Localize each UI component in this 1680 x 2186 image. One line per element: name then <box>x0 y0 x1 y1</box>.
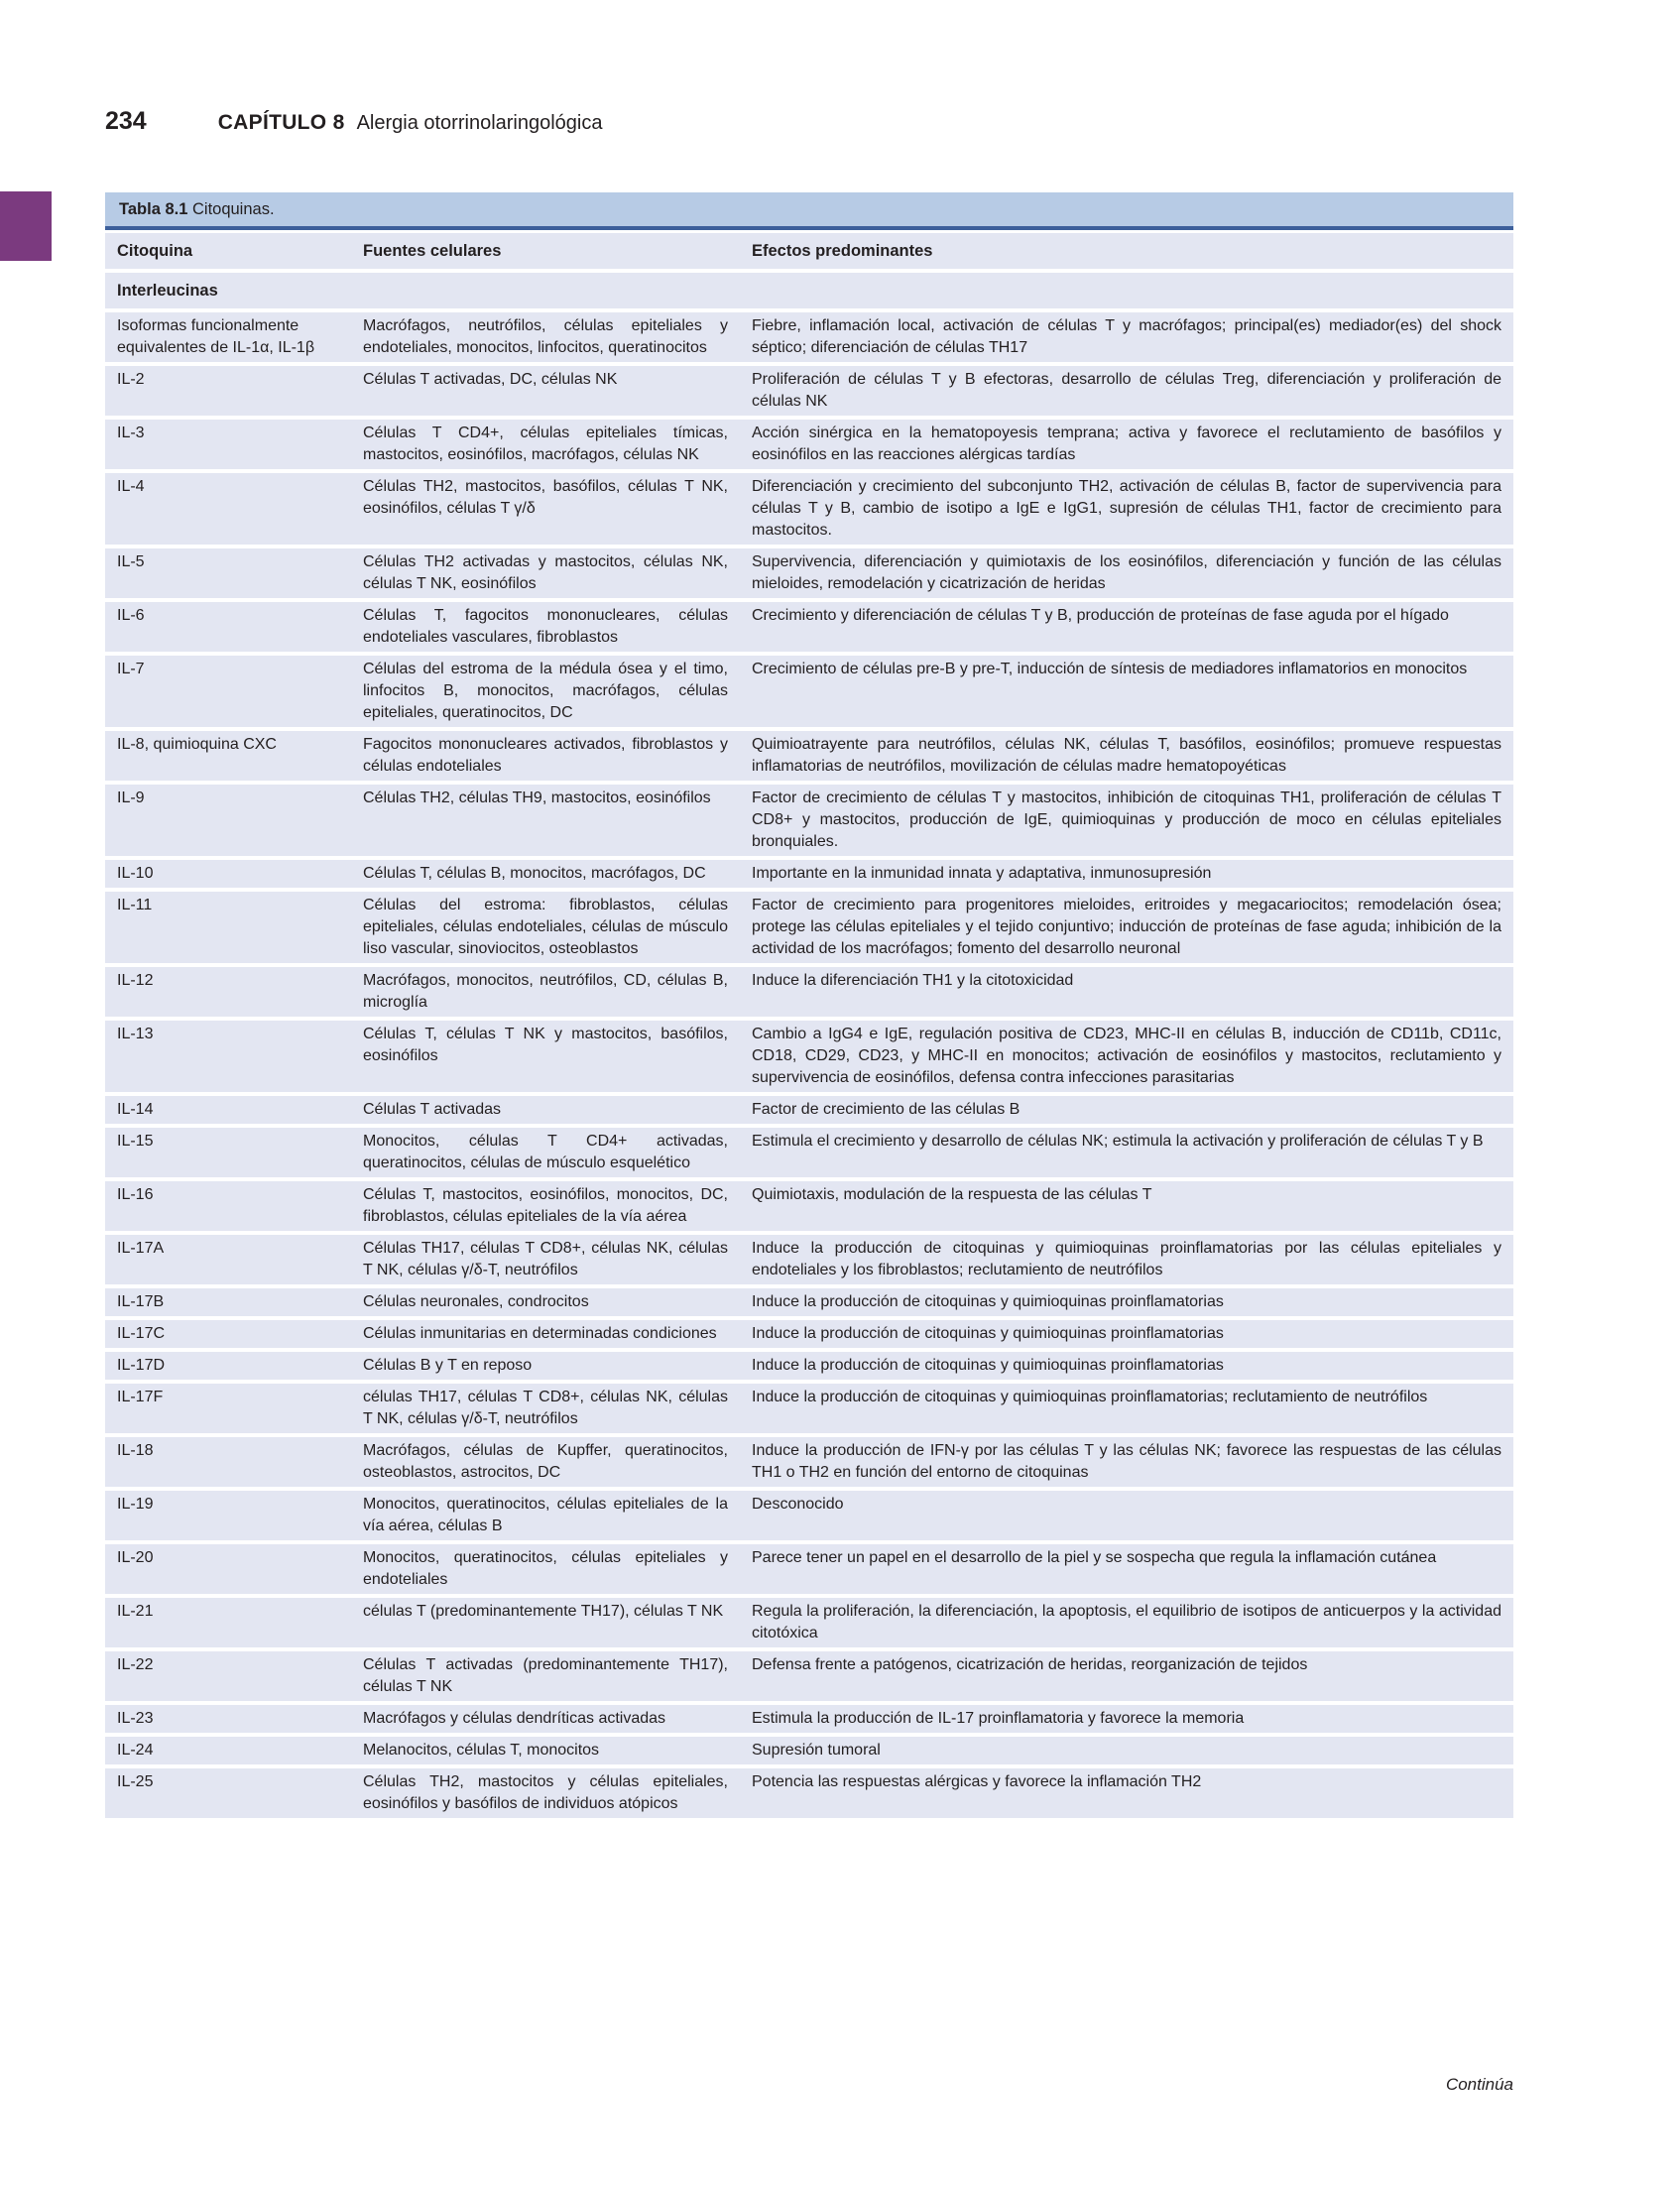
cytokine-table <box>105 192 1513 1822</box>
cell-cytokine: IL-7 <box>105 656 351 727</box>
cell-sources: Células del estroma: fibroblastos, células epiteliales, células endoteliales, células de músculo liso vascular, sinoviocitos, osteoblastos <box>351 892 740 963</box>
cell-cytokine: IL-3 <box>105 420 351 469</box>
cell-sources: células TH17, células T CD8+, células NK, células T NK, células γ/δ-T, neutrófilos <box>351 1384 740 1433</box>
table-row <box>105 785 1513 856</box>
cell-sources: Monocitos, células T CD4+ activadas, queratinocitos, células de músculo esquelético <box>351 1128 740 1177</box>
table-row <box>105 1651 1513 1701</box>
table-row <box>105 602 1513 652</box>
cell-effects: Factor de crecimiento de células T y mastocitos, inhibición de citoquinas TH1, proliferación de células T CD8+ y mastocitos, producción de IgE, quimioquinas y producción de moco en células epiteliales bronquiales. <box>740 785 1513 856</box>
cell-cytokine: IL-18 <box>105 1437 351 1487</box>
cell-sources: Células T activadas (predominantemente TH17), células T NK <box>351 1651 740 1701</box>
table-row <box>105 1437 1513 1487</box>
table-body <box>105 229 1513 1822</box>
table-row <box>105 473 1513 545</box>
cell-cytokine: IL-19 <box>105 1491 351 1540</box>
table-row <box>105 1288 1513 1316</box>
section-title: Interleucinas <box>105 273 1513 308</box>
table-row <box>105 860 1513 888</box>
table-row <box>105 1737 1513 1764</box>
cell-effects: Factor de crecimiento de las células B <box>740 1096 1513 1124</box>
cell-sources: Células TH2 activadas y mastocitos, células NK, células T NK, eosinófilos <box>351 548 740 598</box>
continues-label: Continúa <box>1445 2075 1513 2094</box>
cell-effects: Crecimiento y diferenciación de células T y B, producción de proteínas de fase aguda por el hígado <box>740 602 1513 652</box>
cell-cytokine: IL-24 <box>105 1737 351 1764</box>
table-header-row <box>105 233 1513 269</box>
table-row <box>105 892 1513 963</box>
table-row <box>105 1096 1513 1124</box>
column-header-sources: Fuentes celulares <box>351 233 740 269</box>
table-row <box>105 1544 1513 1594</box>
table-caption <box>105 192 1513 230</box>
table-row <box>105 656 1513 727</box>
cell-sources: Melanocitos, células T, monocitos <box>351 1737 740 1764</box>
cell-effects: Importante en la inmunidad innata y adaptativa, inmunosupresión <box>740 860 1513 888</box>
cell-effects: Cambio a IgG4 e IgE, regulación positiva de CD23, MHC-II en células B, inducción de CD11b, CD11c, CD18, CD29, CD23, y MHC-II en monocitos; activación de eosinófilos y mastocitos, reclutamiento y supervivencia de eosinófilos, defensa contra infecciones parasitarias <box>740 1021 1513 1092</box>
cell-cytokine: IL-9 <box>105 785 351 856</box>
column-header-cytokine: Citoquina <box>105 233 351 269</box>
cell-cytokine: IL-21 <box>105 1598 351 1647</box>
cell-cytokine: IL-8, quimioquina CXC <box>105 731 351 781</box>
cell-effects: Quimioatrayente para neutrófilos, células NK, células T, basófilos, eosinófilos; promueve respuestas inflamatorias de neutrófilos, movilización de células madre hematopoyéticas <box>740 731 1513 781</box>
table-row <box>105 1181 1513 1231</box>
cell-sources: Macrófagos, monocitos, neutrófilos, CD, células B, microglía <box>351 967 740 1017</box>
cell-sources: Células T, células T NK y mastocitos, basófilos, eosinófilos <box>351 1021 740 1092</box>
cell-sources: células T (predominantemente TH17), células T NK <box>351 1598 740 1647</box>
cell-cytokine: IL-13 <box>105 1021 351 1092</box>
cell-effects: Fiebre, inflamación local, activación de células T y macrófagos; principal(es) mediador(es) del shock séptico; diferenciación de células TH17 <box>740 312 1513 362</box>
table-row <box>105 1491 1513 1540</box>
cell-sources: Monocitos, queratinocitos, células epiteliales de la vía aérea, células B <box>351 1491 740 1540</box>
cell-cytokine: IL-17C <box>105 1320 351 1348</box>
cell-sources: Monocitos, queratinocitos, células epiteliales y endoteliales <box>351 1544 740 1594</box>
cell-cytokine: IL-14 <box>105 1096 351 1124</box>
table-row <box>105 366 1513 416</box>
cell-cytokine: IL-17F <box>105 1384 351 1433</box>
cell-cytokine: IL-20 <box>105 1544 351 1594</box>
cell-effects: Supervivencia, diferenciación y quimiotaxis de los eosinófilos, diferenciación y función de las células mieloides, remodelación y cicatrización de heridas <box>740 548 1513 598</box>
cell-sources: Macrófagos y células dendríticas activadas <box>351 1705 740 1733</box>
cell-effects: Induce la producción de citoquinas y quimioquinas proinflamatorias; reclutamiento de neutrófilos <box>740 1384 1513 1433</box>
cell-effects: Proliferación de células T y B efectoras, desarrollo de células Treg, diferenciación y proliferación de células NK <box>740 366 1513 416</box>
cell-cytokine: IL-10 <box>105 860 351 888</box>
table-row <box>105 1705 1513 1733</box>
table-row <box>105 1768 1513 1818</box>
cell-effects: Desconocido <box>740 1491 1513 1540</box>
cell-cytokine: IL-25 <box>105 1768 351 1818</box>
cell-effects: Estimula el crecimiento y desarrollo de células NK; estimula la activación y proliferación de células T y B <box>740 1128 1513 1177</box>
cell-sources: Células TH2, mastocitos y células epiteliales, eosinófilos y basófilos de individuos atópicos <box>351 1768 740 1818</box>
cell-effects: Induce la producción de citoquinas y quimioquinas proinflamatorias <box>740 1352 1513 1380</box>
cell-sources: Células del estroma de la médula ósea y el timo, linfocitos B, monocitos, macrófagos, células epiteliales, queratinocitos, DC <box>351 656 740 727</box>
table-row <box>105 967 1513 1017</box>
cell-sources: Células T, mastocitos, eosinófilos, monocitos, DC, fibroblastos, células epiteliales de la vía aérea <box>351 1181 740 1231</box>
running-head <box>105 107 602 136</box>
cell-sources: Macrófagos, células de Kupffer, queratinocitos, osteoblastos, astrocitos, DC <box>351 1437 740 1487</box>
cell-sources: Fagocitos mononucleares activados, fibroblastos y células endoteliales <box>351 731 740 781</box>
cell-sources: Células inmunitarias en determinadas condiciones <box>351 1320 740 1348</box>
table-row <box>105 1235 1513 1284</box>
cell-effects: Parece tener un papel en el desarrollo de la piel y se sospecha que regula la inflamación cutánea <box>740 1544 1513 1594</box>
cell-sources: Células TH2, células TH9, mastocitos, eosinófilos <box>351 785 740 856</box>
cell-effects: Potencia las respuestas alérgicas y favorece la inflamación TH2 <box>740 1768 1513 1818</box>
cell-effects: Acción sinérgica en la hematopoyesis temprana; activa y favorece el reclutamiento de basófilos y eosinófilos en las reacciones alérgicas tardías <box>740 420 1513 469</box>
cell-sources: Macrófagos, neutrófilos, células epiteliales y endoteliales, monocitos, linfocitos, queratinocitos <box>351 312 740 362</box>
cell-effects: Diferenciación y crecimiento del subconjunto TH2, activación de células B, factor de supervivencia para células T y B, cambio de isotipo a IgE e IgG1, supresión de células TH1, factor de crecimiento para mastocitos. <box>740 473 1513 545</box>
table-row <box>105 1384 1513 1433</box>
cell-effects: Factor de crecimiento para progenitores mieloides, eritroides y megacariocitos; remodelación ósea; protege las células epiteliales y el tejido conjuntivo; inducción de proteínas de fase aguda; inhibición de la actividad de los macrófagos; fomento del desarrollo neuronal <box>740 892 1513 963</box>
table-row <box>105 1352 1513 1380</box>
cell-sources: Células TH2, mastocitos, basófilos, células T NK, eosinófilos, células T γ/δ <box>351 473 740 545</box>
cell-cytokine: IL-4 <box>105 473 351 545</box>
table-row <box>105 1320 1513 1348</box>
chapter-title: Alergia otorrinolaringológica <box>356 112 603 134</box>
cell-cytokine: IL-16 <box>105 1181 351 1231</box>
cell-sources: Células T CD4+, células epiteliales tímicas, mastocitos, eosinófilos, macrófagos, células NK <box>351 420 740 469</box>
table-row <box>105 1598 1513 1647</box>
cell-cytokine: IL-23 <box>105 1705 351 1733</box>
cell-effects: Supresión tumoral <box>740 1737 1513 1764</box>
table-caption-text: Citoquinas. <box>187 200 275 218</box>
table-row <box>105 731 1513 781</box>
cell-cytokine: IL-17A <box>105 1235 351 1284</box>
cell-cytokine: IL-22 <box>105 1651 351 1701</box>
cell-effects: Induce la diferenciación TH1 y la citotoxicidad <box>740 967 1513 1017</box>
column-header-effects: Efectos predominantes <box>740 233 1513 269</box>
table-row <box>105 312 1513 362</box>
cell-cytokine: IL-12 <box>105 967 351 1017</box>
cell-cytokine: IL-17D <box>105 1352 351 1380</box>
section-row-interleukins <box>105 273 1513 308</box>
table-caption-label: Tabla 8.1 <box>119 200 188 218</box>
table-row <box>105 420 1513 469</box>
table-row <box>105 1021 1513 1092</box>
cell-effects: Induce la producción de citoquinas y quimioquinas proinflamatorias <box>740 1288 1513 1316</box>
cell-effects: Induce la producción de IFN-γ por las células T y las células NK; favorece las respuestas de las células TH1 o TH2 en función del entorno de citoquinas <box>740 1437 1513 1487</box>
cell-sources: Células T, fagocitos mononucleares, células endoteliales vasculares, fibroblastos <box>351 602 740 652</box>
cell-sources: Células B y T en reposo <box>351 1352 740 1380</box>
cell-effects: Induce la producción de citoquinas y quimioquinas proinflamatorias <box>740 1320 1513 1348</box>
cell-effects: Induce la producción de citoquinas y quimioquinas proinflamatorias por las células epiteliales y endoteliales y los fibroblastos; reclutamiento de neutrófilos <box>740 1235 1513 1284</box>
cell-cytokine: Isoformas funcionalmente equivalentes de IL-1α, IL-1β <box>105 312 351 362</box>
cell-sources: Células T, células B, monocitos, macrófagos, DC <box>351 860 740 888</box>
chapter-label: CAPÍTULO 8 <box>217 111 345 134</box>
cell-effects: Regula la proliferación, la diferenciación, la apoptosis, el equilibrio de isotipos de anticuerpos y la actividad citotóxica <box>740 1598 1513 1647</box>
table-row <box>105 548 1513 598</box>
cell-effects: Crecimiento de células pre-B y pre-T, inducción de síntesis de mediadores inflamatorios en monocitos <box>740 656 1513 727</box>
cell-effects: Estimula la producción de IL-17 proinflamatoria y favorece la memoria <box>740 1705 1513 1733</box>
cell-effects: Defensa frente a patógenos, cicatrización de heridas, reorganización de tejidos <box>740 1651 1513 1701</box>
page-number: 234 <box>105 107 147 135</box>
cell-cytokine: IL-5 <box>105 548 351 598</box>
cell-cytokine: IL-6 <box>105 602 351 652</box>
cell-cytokine: IL-2 <box>105 366 351 416</box>
cell-effects: Quimiotaxis, modulación de la respuesta de las células T <box>740 1181 1513 1231</box>
cell-sources: Células T activadas, DC, células NK <box>351 366 740 416</box>
cell-cytokine: IL-17B <box>105 1288 351 1316</box>
cell-cytokine: IL-15 <box>105 1128 351 1177</box>
chapter-side-tab <box>0 191 52 261</box>
table-row <box>105 1128 1513 1177</box>
cell-sources: Células T activadas <box>351 1096 740 1124</box>
cell-sources: Células TH17, células T CD8+, células NK, células T NK, células γ/δ-T, neutrófilos <box>351 1235 740 1284</box>
cell-cytokine: IL-11 <box>105 892 351 963</box>
cell-sources: Células neuronales, condrocitos <box>351 1288 740 1316</box>
